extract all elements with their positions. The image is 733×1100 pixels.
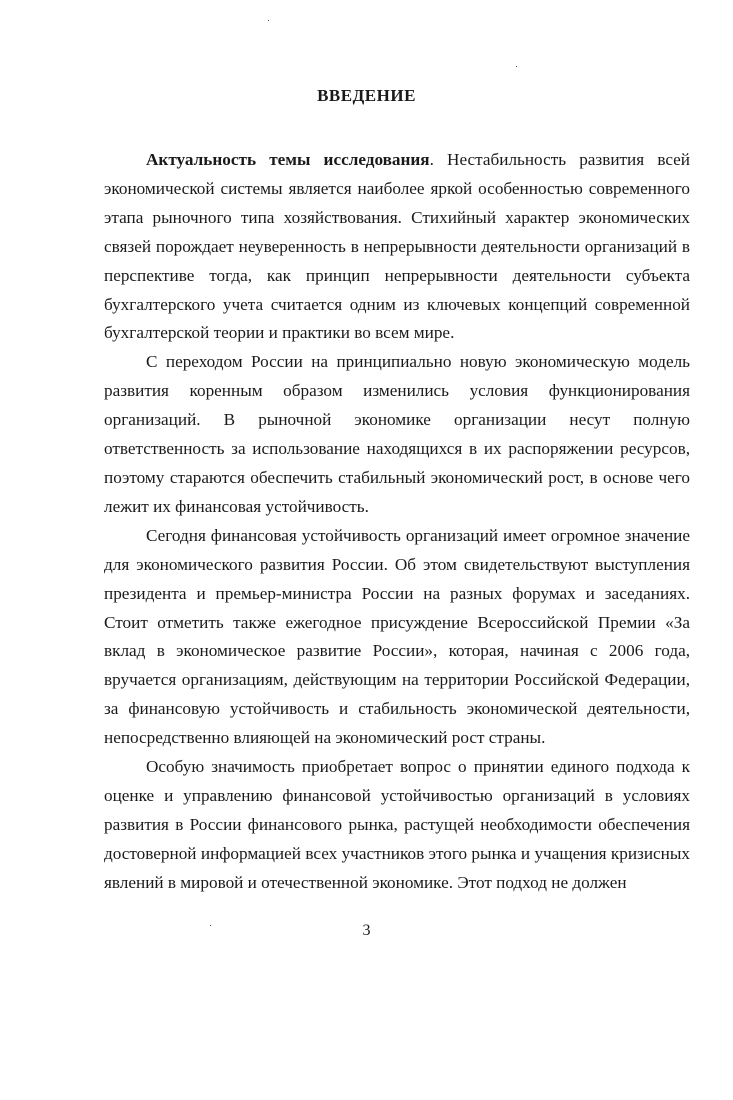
paragraph-lead: Актуальность темы исследования (146, 150, 430, 169)
page-number: 3 (362, 922, 371, 939)
paragraph-relevance (104, 146, 690, 348)
paragraph-text: . Нестабильность развития всей экономической системы является наиболее яркой особенностью современного этапа рыночного типа хозяйствования. Стихийный характер экономических связей порождает неуверенность в непрерывности деятельности организаций в перспективе тогда, как принцип непрерывности деятельности субъекта бухгалтерского учета считается одним из ключевых концепций современной бухгалтерской теории и практики во всем мире. (104, 150, 690, 343)
document-body (104, 146, 690, 898)
scan-speck (516, 66, 517, 67)
paragraph-approach: Особую значимость приобретает вопрос о принятии единого подхода к оценке и управлению финансовой устойчивостью организаций в условиях развития в России финансового рынка, растущей необходимости обеспечения достоверной информацией всех участников этого рынка и учащения кризисных явлений в мировой и отечественной экономике. Этот подход не должен (104, 757, 690, 892)
page-title: ВВЕДЕНИЕ (317, 86, 416, 105)
scan-speck (268, 20, 269, 21)
paragraph-transition: С переходом России на принципиально новую экономическую модель развития коренным образом изменились условия функционирования организаций. В рыночной экономике организации несут полную ответственность за использование находящихся в их распоряжении ресурсов, поэтому стараются обеспечить стабильный экономический рост, в основе чего лежит их финансовая устойчивость. (104, 352, 690, 516)
paragraph-significance: Сегодня финансовая устойчивость организаций имеет огромное значение для экономического развития России. Об этом свидетельствуют выступления президента и премьер-министра России на разных форумах и заседаниях. Стоит отметить также ежегодное присуждение Всероссийской Премии «За вклад в экономическое развитие России», которая, начиная с 2006 года, вручается организациям, действующим на территории Российской Федерации, за финансовую устойчивость и стабильность экономической деятельности, непосредственно влияющей на экономический рост страны. (104, 525, 690, 748)
